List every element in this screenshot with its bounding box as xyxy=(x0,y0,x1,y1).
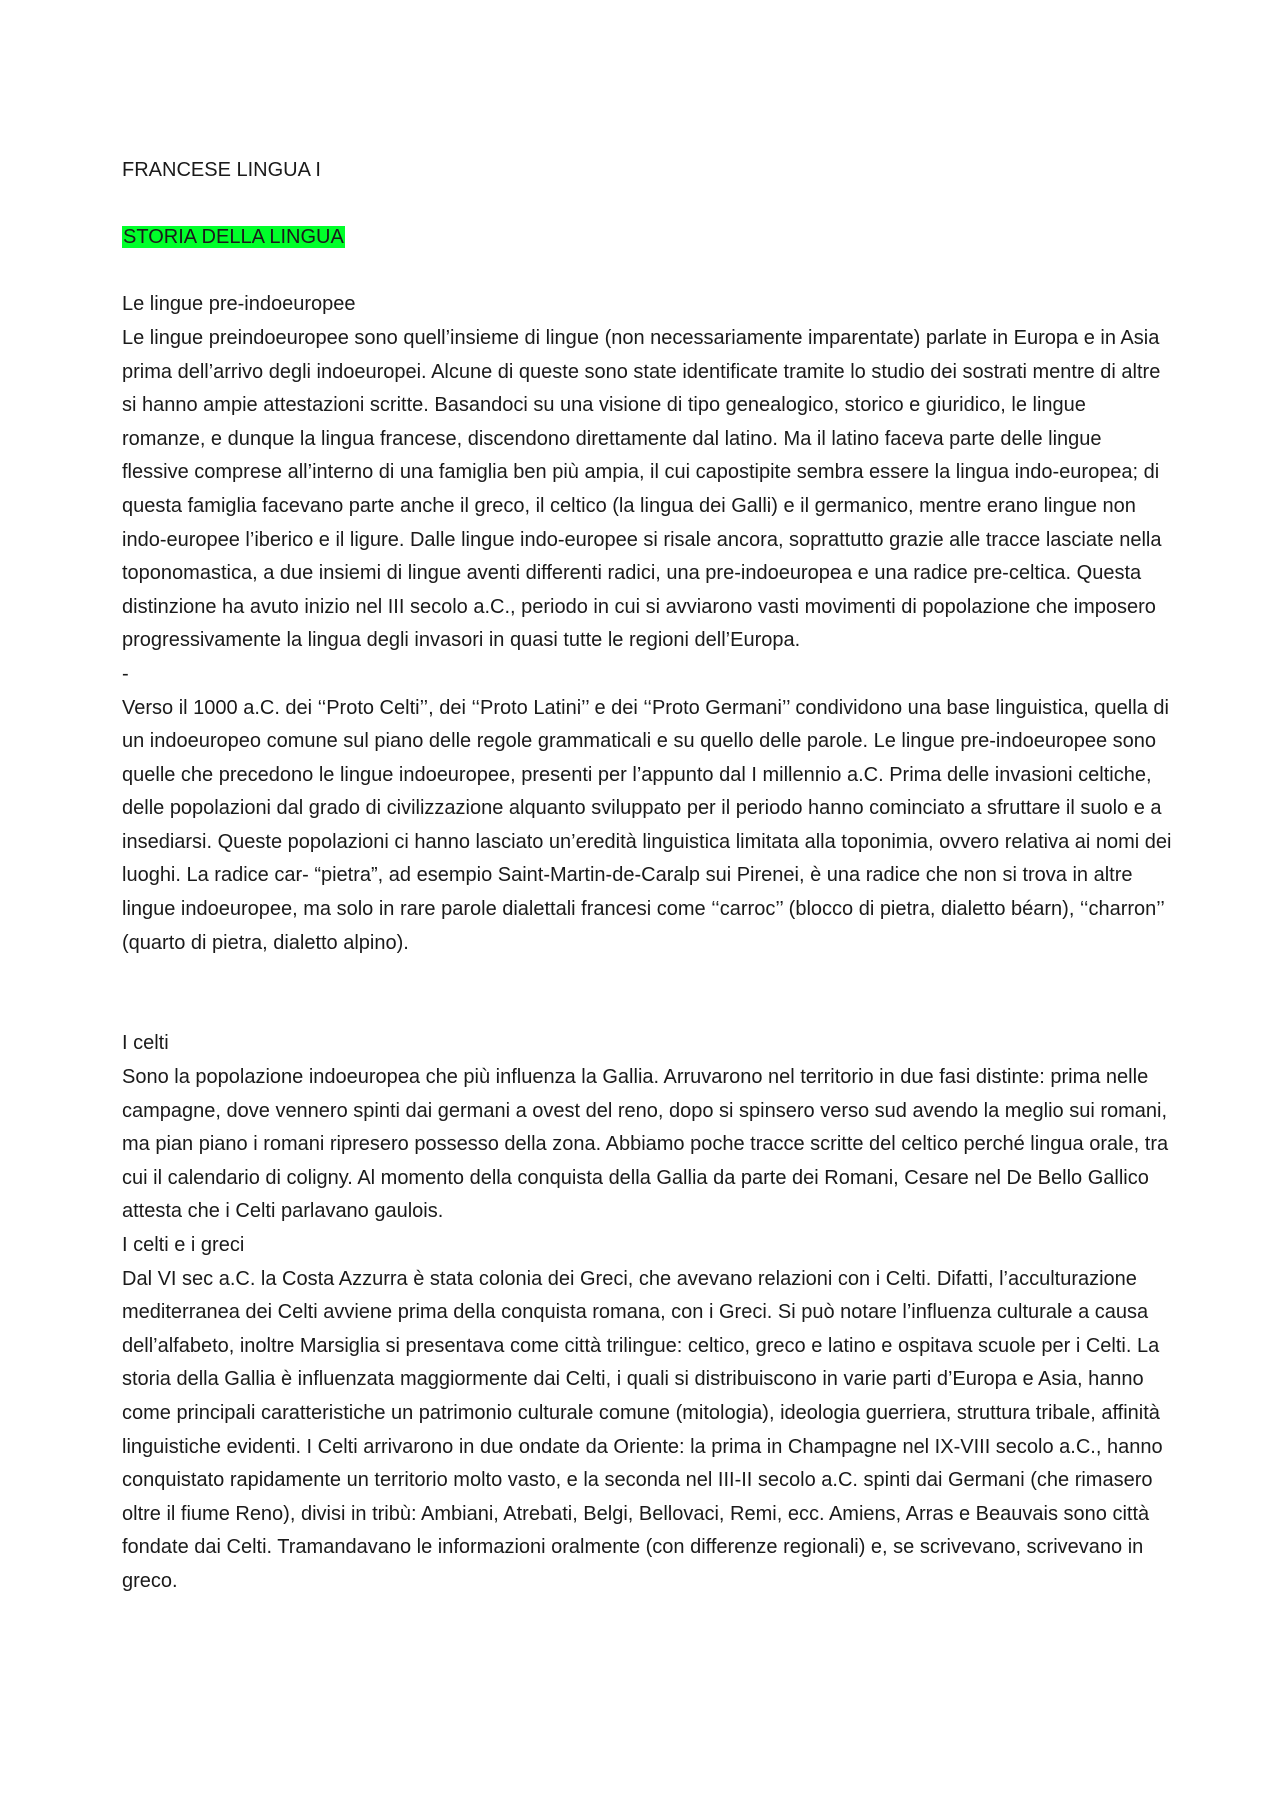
section-heading-highlighted: STORIA DELLA LINGUA xyxy=(123,226,344,249)
paragraph-celts: Sono la popolazione indoeuropea che più influenza la Gallia. Arruvarono nel territorio in due fasi distinte: prima nelle campagne, dove vennero spinti dai germani a ovest del reno, dopo si spinsero verso sud avendo la meglio sui romani, ma pian piano i romani ripresero possesso della zona. Abbiamo poche tracce scritte del celtico perché lingua orale, tra cui il calendario di coligny. Al momento della conquista della Gallia da parte dei Romani, Cesare nel De Bello Gallico attesta che i Celti parlavano gaulois. xyxy=(122,1066,1169,1223)
heading-pre-indoeuropean: Le lingue pre-indoeuropee xyxy=(122,293,356,316)
heading-celts: I celti xyxy=(122,1032,169,1055)
separator-dash: - xyxy=(122,662,129,685)
document-page xyxy=(122,154,1172,1599)
document-title: FRANCESE LINGUA I xyxy=(122,159,321,181)
heading-celts-greeks: I celti e i greci xyxy=(122,1234,245,1256)
paragraph-proto-languages: Verso il 1000 a.C. dei ‘‘Proto Celti’’, dei ‘‘Proto Latini’’ e dei ‘‘Proto Germani’’ condividono una base linguistica, quella di un indoeuropeo comune sul piano delle regole grammaticali e su quello delle parole. Le lingue pre-indoeuropee sono quelle che precedono le lingue indoeuropee, presenti per l’appunto dal I millennio a.C. Prima delle invasioni celtiche, delle popolazioni dal grado di civilizzazione alquanto sviluppato per il periodo hanno cominciato a sfruttare il suolo e a insediarsi. Queste popolazioni ci hanno lasciato un’eredità linguistica limitata alla toponimia, ovvero relativa ai nomi dei luoghi. La radice car- “pietra”, ad esempio Saint-Martin-de-Caralp sui Pirenei, è una radice che non si trova in altre lingue indoeuropee, ma solo in rare parole dialettali francesi come ‘‘carroc’’ (blocco di pietra, dialetto béarn), ‘‘charron’’ (quarto di pietra, dialetto alpino). xyxy=(122,696,1172,954)
paragraph-pre-indoeuropean: Le lingue preindoeuropee sono quell’insieme di lingue (non necessariamente imparentate) parlate in Europa e in Asia prima dell’arrivo degli indoeuropei. Alcune di queste sono state identificate tramite lo studio dei sostrati mentre di altre si hanno ampie attestazioni scritte. Basandoci su una visione di tipo genealogico, storico e giuridico, le lingue romanze, e dunque la lingua francese, discendono direttamente dal latino. Ma il latino faceva parte delle lingue flessive comprese all’interno di una famiglia ben più ampia, il cui capostipite sembra essere la lingua indo-europea; di questa famiglia facevano parte anche il greco, il celtico (la lingua dei Galli) e il germanico, mentre erano lingue non indo-europee l’iberico e il ligure. Dalle lingue indo-europee si risale ancora, soprattutto grazie alle tracce lasciate nella toponomastica, a due insiemi di lingue aventi differenti radici, una pre-indoeuropea e una radice pre-celtica. Questa distinzione ha avuto inizio nel III secolo a.C., periodo in cui si avviarono vasti movimenti di popolazione che imposero progressivamente la lingua degli invasori in quasi tutte le regioni dell’Europa. xyxy=(122,326,1162,652)
section-heading-wrapper xyxy=(122,221,1172,255)
paragraph-celts-greeks: Dal VI sec a.C. la Costa Azzurra è stata colonia dei Greci, che avevano relazioni con i Celti. Difatti, l’acculturazione mediterranea dei Celti avviene prima della conquista romana, con i Greci. Si può notare l’influenza culturale a causa dell’alfabeto, inoltre Marsiglia si presentava come città trilingue: celtico, greco e latino e ospitava scuole per i Celti. La storia della Gallia è influenzata maggiormente dai Celti, i quali si distribuiscono in varie parti d’Europa e Asia, hanno come principali caratteristiche un patrimonio culturale comune (mitologia), ideologia guerriera, struttura tribale, affinità linguistiche evidenti. I Celti arrivarono in due ondate da Oriente: la prima in Champagne nel IX-VIII secolo a.C., hanno conquistato rapidamente un territorio molto vasto, e la seconda nel III-II secolo a.C. spinti dai Germani (che rimasero oltre il fiume Reno), divisi in tribù: Ambiani, Atrebati, Belgi, Bellovaci, Remi, ecc. Amiens, Arras e Beauvais sono città fondate dai Celti. Tramandavano le informazioni oralmente (con differenze regionali) e, se scrivevano, scrivevano in greco. xyxy=(122,1267,1163,1592)
